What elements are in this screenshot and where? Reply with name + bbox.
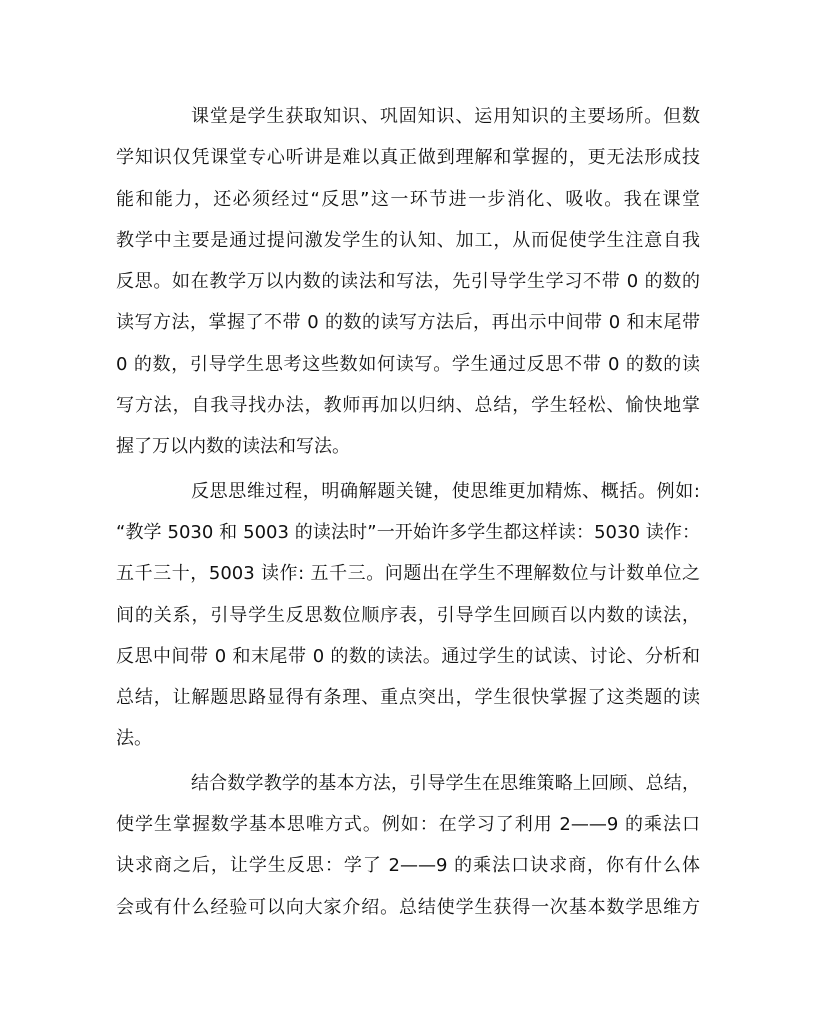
text-line: 法。 xyxy=(116,728,152,750)
text-line: 反思。如在教学万以内数的读法和写法，先引导学生学习不带 0 的数的 xyxy=(116,271,700,293)
text-line: 握了万以内数的读法和写法。 xyxy=(116,436,350,458)
text-line: “教学 5030 和 5003 的读法时”一开始许多学生都这样读：5030 读作： xyxy=(116,521,700,543)
text-line: 读写方法，掌握了不带 0 的数的读写方法后，再出示中间带 0 和末尾带 xyxy=(116,312,700,334)
text-line: 五千三十，5003 读作: 五千三。问题出在学生不理解数位与计数单位之 xyxy=(116,563,700,585)
text-line: 写方法，自我寻找办法，教师再加以归纳、总结，学生轻松、愉快地掌 xyxy=(116,395,700,417)
text-line: 诀求商之后，让学生反思：学了 2——9 的乘法口诀求商，你有什么体 xyxy=(116,855,700,877)
text-line: 教学中主要是通过提问激发学生的认知、加工，从而促使学生注意自我 xyxy=(116,229,700,251)
text-line: 0 的数，引导学生思考这些数如何读写。学生通过反思不带 0 的数的读 xyxy=(116,353,700,375)
paragraph-2 xyxy=(116,471,700,760)
text-line: 课堂是学生获取知识、巩固知识、运用知识的主要场所。但数 xyxy=(191,106,700,127)
text-line: 能和能力，还必须经过“反思”这一环节进一步消化、吸收。我在课堂 xyxy=(116,188,700,210)
text-line: 学知识仅凭课堂专心听讲是难以真正做到理解和掌握的，更无法形成技 xyxy=(116,147,700,169)
text-line: 间的关系，引导学生反思数位顺序表，引导学生回顾百以内数的读法， xyxy=(116,604,700,626)
text-line: 会或有什么经验可以向大家介绍。总结使学生获得一次基本数学思维方 xyxy=(116,896,700,918)
text-line: 总结，让解题思路显得有条理、重点突出，学生很快掌握了这类题的读 xyxy=(116,687,700,709)
paragraph-1 xyxy=(116,96,700,468)
text-line: 反思思维过程，明确解题关键，使思维更加精炼、概括。例如: xyxy=(191,480,700,502)
text-line: 使学生掌握数学基本思唯方式。例如：在学习了利用 2——9 的乘法口 xyxy=(116,814,700,836)
paragraph-3 xyxy=(116,763,700,928)
text-line: 反思中间带 0 和末尾带 0 的数的读法。通过学生的试读、讨论、分析和 xyxy=(116,645,700,667)
document-body xyxy=(116,96,700,931)
text-line: 结合数学教学的基本方法，引导学生在思维策略上回顾、总结， xyxy=(191,772,700,794)
